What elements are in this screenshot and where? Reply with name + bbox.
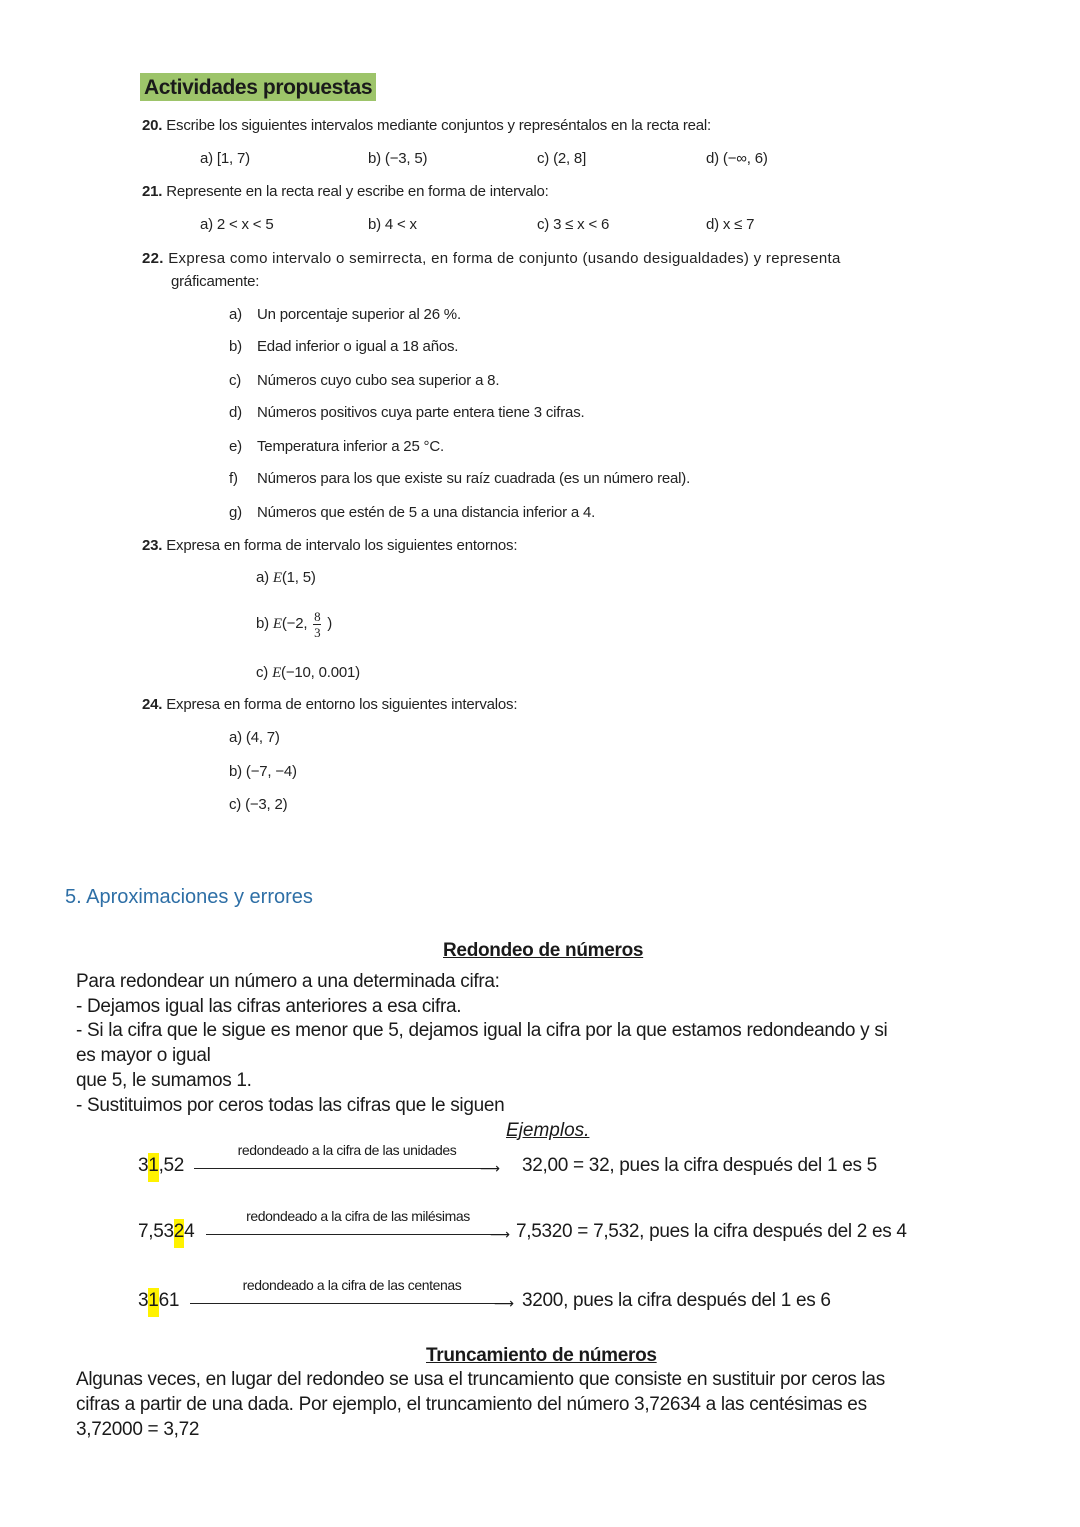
arrow-right-icon: ⟶ <box>493 1296 514 1312</box>
exercise-22-item-e <box>229 438 444 455</box>
exercise-21-item-d: d) x ≤ 7 <box>706 216 755 233</box>
item-label: e) <box>229 438 242 455</box>
exercise-24-item-b: b) (−7, −4) <box>229 763 297 780</box>
exercise-23-statement <box>142 537 517 554</box>
arrow-label: redondeado a la cifra de las milésimas <box>246 1208 470 1224</box>
item-label: b) <box>256 615 273 632</box>
item-label: b) <box>229 338 242 355</box>
exercise-22-item-f <box>229 470 691 487</box>
neighborhood-symbol: E <box>272 665 282 681</box>
exercise-21-item-b: b) 4 < x <box>368 216 417 233</box>
exercise-23-item-c <box>256 664 360 682</box>
exercise-20-item-b: b) (−3, 5) <box>368 150 428 167</box>
rounding-heading: Redondeo de números <box>443 940 644 961</box>
item-args: (1, 5) <box>281 569 316 586</box>
item-label: a) <box>229 306 242 323</box>
exercise-22-item-c <box>229 372 500 389</box>
exercise-number: 24. <box>142 696 163 713</box>
arrow-line <box>190 1303 504 1304</box>
item-label: d) <box>229 404 242 421</box>
item-label: f) <box>229 470 238 487</box>
exercise-text: Expresa en forma de entorno los siguientes intervalos: <box>162 696 518 713</box>
rounding-example-3 <box>138 1290 179 1312</box>
exercise-22-item-g <box>229 504 596 521</box>
truncation-line-3: 3,72000 = 3,72 <box>76 1419 200 1440</box>
exercise-number: 22. <box>142 250 164 267</box>
number-suffix: 4 <box>184 1221 195 1242</box>
item-label: g) <box>229 504 242 521</box>
exercise-22-item-b <box>229 338 459 355</box>
rounding-line-4: es mayor o igual <box>76 1045 211 1066</box>
arrow-right-icon: ⟶ <box>489 1227 510 1243</box>
exercise-text: Escribe los siguientes intervalos mediante conjuntos y represéntalos en la recta real: <box>162 117 711 134</box>
arrow-label: redondeado a la cifra de las unidades <box>237 1142 457 1158</box>
arrow-line <box>194 1168 490 1169</box>
item-text: Un porcentaje superior al 26 %. <box>257 306 461 323</box>
truncation-heading: Truncamiento de números <box>426 1345 657 1366</box>
fraction-numerator: 8 <box>314 608 321 624</box>
examples-label: Ejemplos. <box>506 1120 590 1141</box>
exercise-number: 21. <box>142 183 163 200</box>
rounding-line-1: Para redondear un número a una determinada cifra: <box>76 971 500 992</box>
truncation-line-1: Algunas veces, en lugar del redondeo se usa el truncamiento que consiste en sustituir por ceros las <box>76 1369 885 1390</box>
rounding-arrow-1 <box>194 1142 500 1177</box>
exercise-20-statement <box>142 117 711 134</box>
exercise-number: 20. <box>142 117 163 134</box>
exercise-23-item-a <box>256 569 316 587</box>
item-text: Temperatura inferior a 25 °C. <box>257 438 444 455</box>
exercise-24-statement <box>142 696 517 713</box>
arrow-right-icon: ⟶ <box>479 1161 500 1177</box>
number-prefix: 7,53 <box>138 1221 174 1242</box>
item-label: c) <box>256 664 273 681</box>
arrow-line <box>206 1234 500 1235</box>
item-text: Números cuyo cubo sea superior a 8. <box>257 372 500 389</box>
number-suffix: ,52 <box>158 1155 185 1176</box>
item-text: Números para los que existe su raíz cuadrada (es un número real). <box>257 470 691 487</box>
rounding-line-5: que 5, le sumamos 1. <box>76 1070 252 1091</box>
rounding-arrow-2 <box>206 1208 510 1243</box>
number-prefix: 3 <box>138 1290 149 1311</box>
exercise-text: Represente en la recta real y escribe en forma de intervalo: <box>162 183 549 200</box>
neighborhood-symbol: E <box>272 570 282 586</box>
section-title: 5. Aproximaciones y errores <box>65 886 313 908</box>
fraction-denominator: 3 <box>314 624 321 640</box>
item-text: Edad inferior o igual a 18 años. <box>257 338 459 355</box>
item-label: c) <box>229 372 242 389</box>
exercise-21-item-c: c) 3 ≤ x < 6 <box>537 216 610 233</box>
rounding-line-6: - Sustituimos por ceros todas las cifras que le siguen <box>76 1095 505 1116</box>
truncation-line-2: cifras a partir de una dada. Por ejemplo, el truncamiento del número 3,72634 a las centésimas es <box>76 1394 867 1415</box>
exercise-22-item-a <box>229 306 461 323</box>
item-args: (−10, 0.001) <box>281 664 360 681</box>
rounding-line-2: - Dejamos igual las cifras anteriores a esa cifra. <box>76 996 462 1017</box>
exercise-number: 23. <box>142 537 163 554</box>
exercise-23-item-b <box>256 602 332 646</box>
number-suffix: 61 <box>158 1290 180 1311</box>
item-args-close: ) <box>323 615 333 632</box>
highlighted-digit: 1 <box>148 1288 158 1317</box>
item-args: (−2, <box>281 615 312 632</box>
item-label: a) <box>256 569 273 586</box>
item-text: Números positivos cuya parte entera tiene 3 cifras. <box>257 404 585 421</box>
highlighted-digit: 2 <box>174 1219 184 1248</box>
rounding-example-1 <box>138 1155 184 1177</box>
exercise-22-statement <box>142 250 841 267</box>
rounding-result-1: 32,00 = 32, pues la cifra después del 1 es 5 <box>522 1155 877 1176</box>
exercise-24-item-a: a) (4, 7) <box>229 729 280 746</box>
rounding-result-3: 3200, pues la cifra después del 1 es 6 <box>522 1290 831 1311</box>
exercise-text: Expresa en forma de intervalo los siguientes entornos: <box>162 537 518 554</box>
exercise-text: Expresa como intervalo o semirrecta, en forma de conjunto (usando desigualdades) y representa <box>163 250 841 267</box>
exercise-22-statement-cont: gráficamente: <box>171 273 260 290</box>
fraction <box>313 610 321 639</box>
rounding-example-2 <box>138 1221 194 1243</box>
neighborhood-symbol: E <box>272 616 282 632</box>
arrow-label: redondeado a la cifra de las centenas <box>242 1277 462 1293</box>
exercise-20-item-a: a) [1, 7) <box>200 150 250 167</box>
rounding-result-2: 7,5320 = 7,532, pues la cifra después del 2 es 4 <box>516 1221 907 1242</box>
exercise-21-item-a: a) 2 < x < 5 <box>200 216 274 233</box>
highlighted-digit: 1 <box>148 1153 158 1182</box>
activities-heading: Actividades propuestas <box>140 73 376 101</box>
exercise-22-item-d <box>229 404 585 421</box>
exercise-21-statement <box>142 183 549 200</box>
rounding-arrow-3 <box>190 1277 514 1312</box>
exercise-20-item-c: c) (2, 8] <box>537 150 587 167</box>
item-text: Números que estén de 5 a una distancia inferior a 4. <box>257 504 596 521</box>
exercise-20-item-d: d) (−∞, 6) <box>706 150 768 167</box>
exercise-24-item-c: c) (−3, 2) <box>229 796 288 813</box>
rounding-line-3: - Si la cifra que le sigue es menor que 5, dejamos igual la cifra por la que estamos redondeando y si <box>76 1020 888 1041</box>
number-prefix: 3 <box>138 1155 149 1176</box>
